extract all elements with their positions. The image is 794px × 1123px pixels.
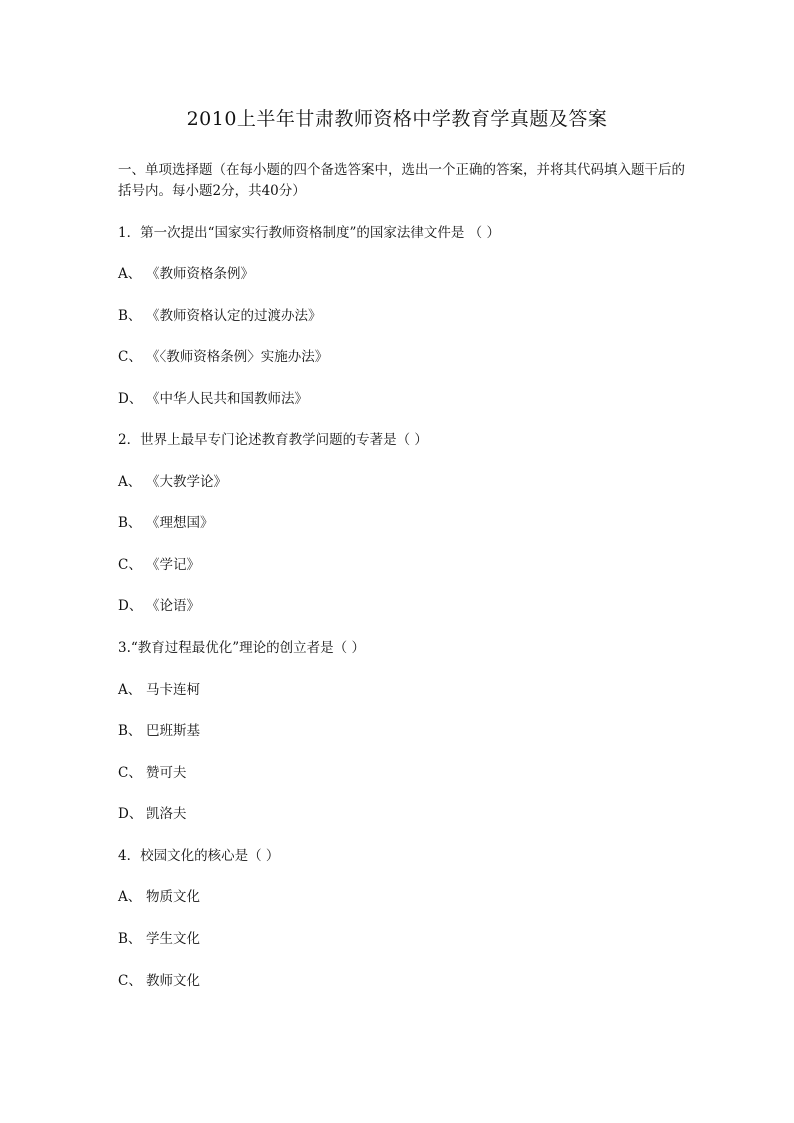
- option-text: 《教师资格条例》: [146, 266, 254, 282]
- option-text: 《〈教师资格条例〉实施办法》: [146, 349, 329, 365]
- document-title: 2010上半年甘肃教师资格中学教育学真题及答案: [186, 108, 608, 130]
- question-3-option-b: [118, 721, 718, 741]
- question-3-option-d: [118, 804, 718, 824]
- question-4-stem: 4．校园文化的核心是（ ）: [118, 848, 280, 864]
- option-letter: B、: [118, 723, 142, 739]
- option-text: 《中华人民共和国教师法》: [146, 391, 308, 407]
- question-4-option-b: [118, 929, 718, 949]
- option-letter: D、: [118, 391, 143, 407]
- question-2-option-d: [118, 596, 718, 616]
- question-3-option-c: [118, 763, 718, 783]
- option-text: 学生文化: [146, 931, 200, 947]
- question-3-option-a: [118, 680, 718, 700]
- option-letter: B、: [118, 308, 142, 324]
- option-letter: C、: [118, 973, 142, 989]
- option-letter: D、: [118, 806, 143, 822]
- option-text: 教师文化: [146, 973, 200, 989]
- question-4-option-a: [118, 887, 718, 907]
- option-letter: C、: [118, 765, 142, 781]
- option-text: 《学记》: [146, 557, 200, 573]
- question-4-option-c: [118, 971, 718, 991]
- option-letter: A、: [118, 266, 142, 282]
- question-2-option-c: [118, 555, 718, 575]
- option-text: 巴班斯基: [146, 723, 200, 739]
- question-3-stem: 3.“教育过程最优化”理论的创立者是（ ）: [118, 640, 365, 656]
- option-letter: B、: [118, 515, 142, 531]
- option-letter: A、: [118, 682, 142, 698]
- option-text: 《教师资格认定的过渡办法》: [146, 308, 322, 324]
- option-letter: D、: [118, 598, 143, 614]
- question-1-stem: 1．第一次提出“国家实行教师资格制度”的国家法律文件是 （ ）: [118, 225, 500, 241]
- option-letter: B、: [118, 931, 142, 947]
- question-2-stem: 2．世界上最早专门论述教育教学问题的专著是（ ）: [118, 432, 428, 448]
- option-text: 《论语》: [146, 598, 200, 614]
- question-1-option-a: [118, 264, 718, 284]
- option-text: 物质文化: [146, 889, 200, 905]
- option-text: 《理想国》: [146, 515, 214, 531]
- option-letter: A、: [118, 474, 142, 490]
- question-1-option-c: [118, 347, 718, 367]
- question-2-option-a: [118, 472, 718, 492]
- option-text: 《大教学论》: [146, 474, 227, 490]
- option-text: 赞可夫: [146, 765, 187, 781]
- question-2-option-b: [118, 513, 718, 533]
- option-letter: C、: [118, 557, 142, 573]
- question-1-option-d: [118, 389, 718, 409]
- section-intro: 一、单项选择题（在每小题的四个备选答案中，选出一个正确的答案，并将其代码填入题干后的括号内。每小题2分，共40分）: [118, 162, 685, 199]
- option-letter: A、: [118, 889, 142, 905]
- question-1-option-b: [118, 306, 718, 326]
- option-text: 马卡连柯: [146, 682, 200, 698]
- option-letter: C、: [118, 349, 142, 365]
- option-text: 凯洛夫: [146, 806, 187, 822]
